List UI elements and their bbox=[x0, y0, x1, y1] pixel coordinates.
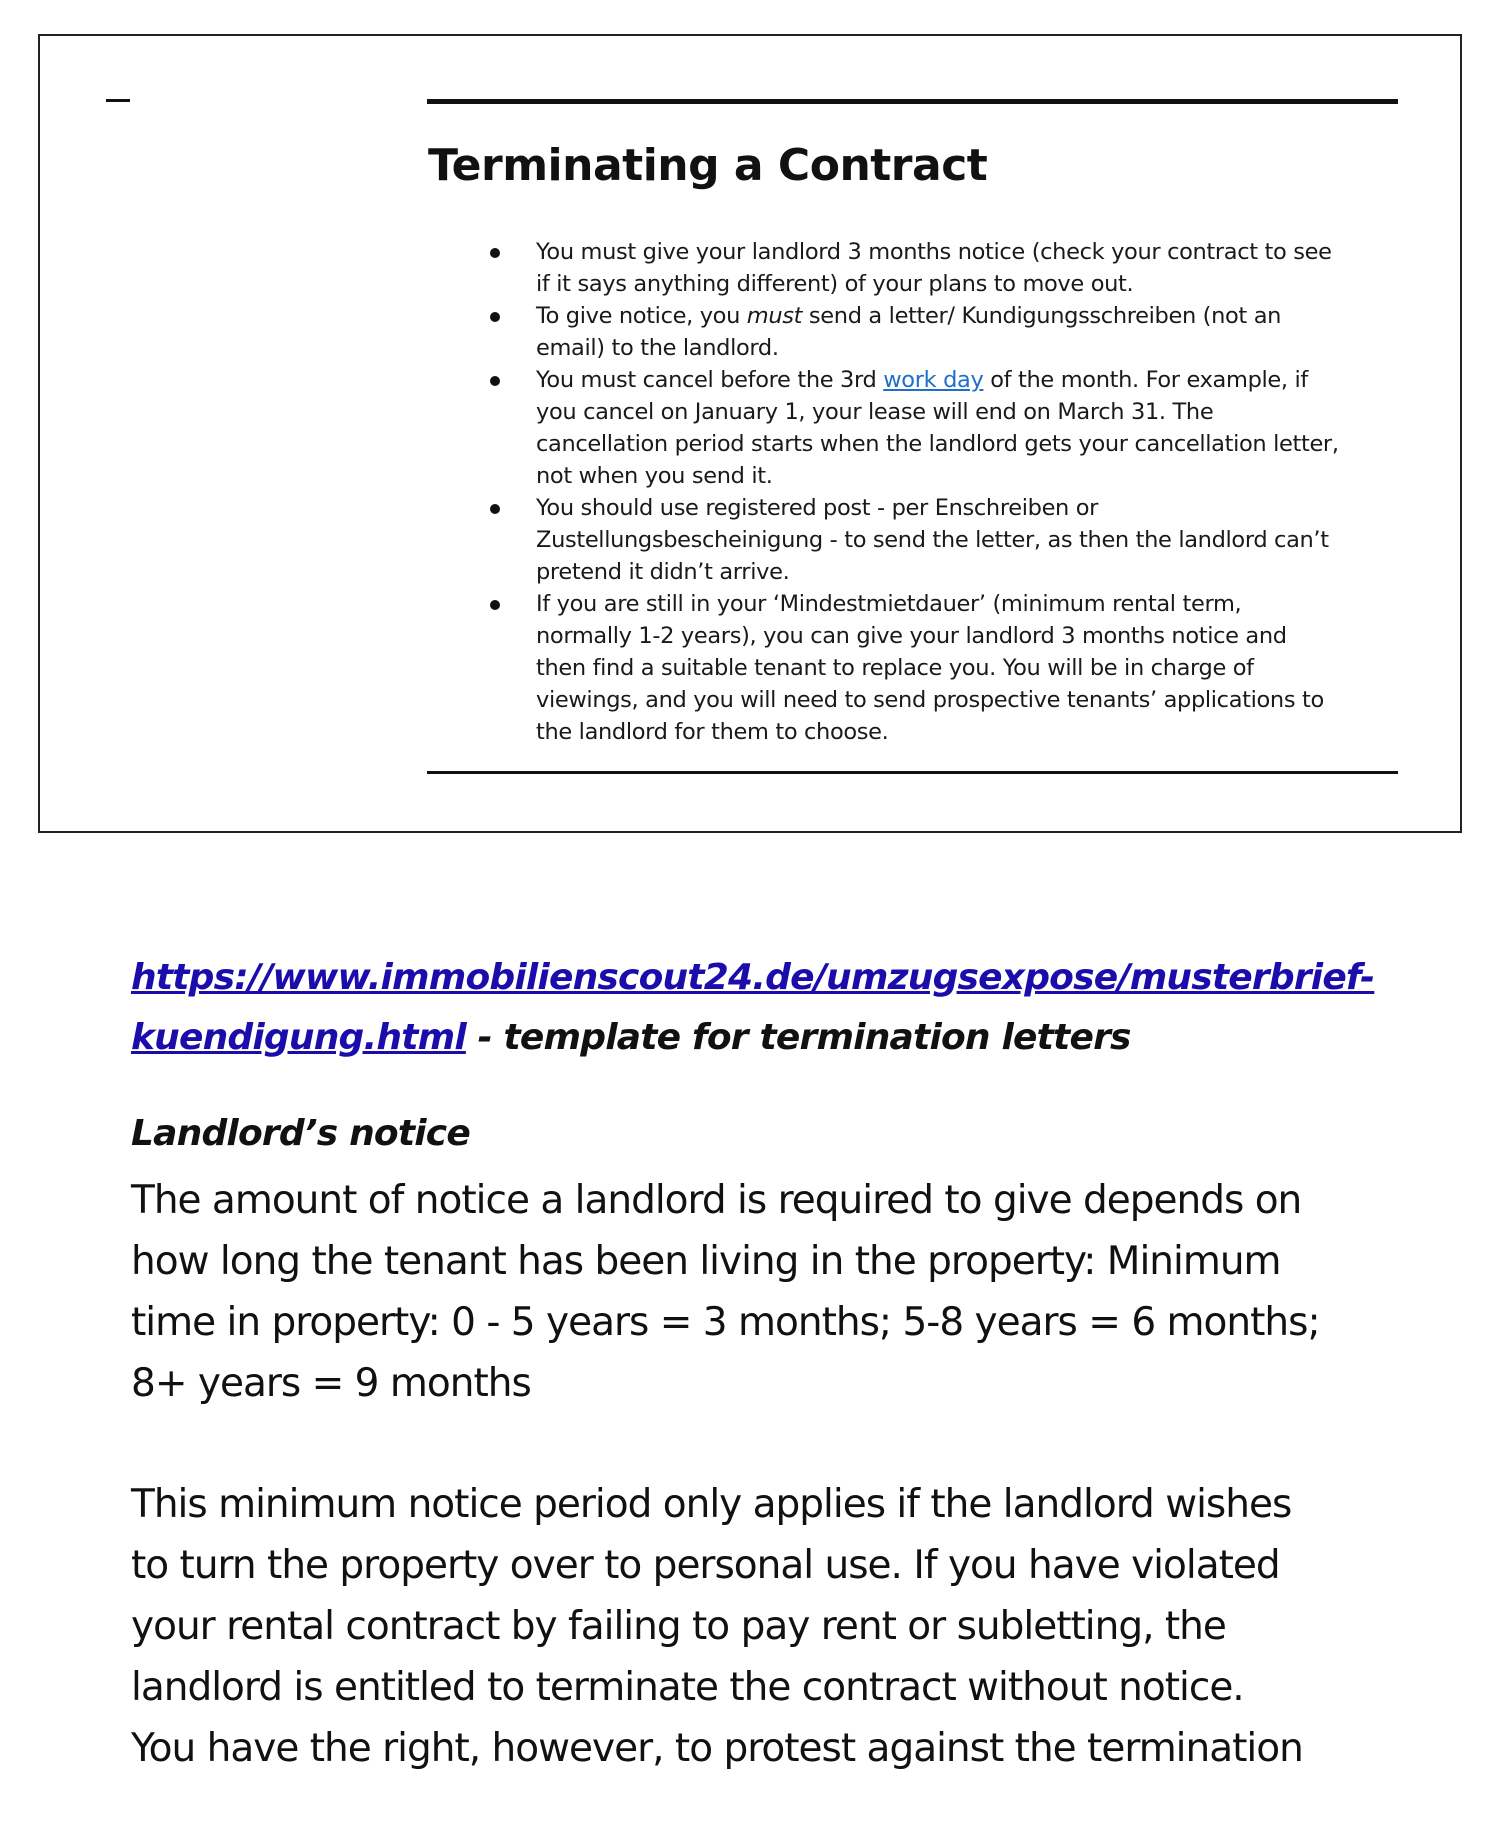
slide-dash-mark bbox=[106, 99, 130, 102]
slide-bullet-1: You must give your landlord 3 months notice (check your contract to see if it says anything different) of your plans to move out. bbox=[460, 236, 1396, 300]
slide-bottom-rule bbox=[427, 771, 1398, 774]
bullet-dot-icon bbox=[490, 248, 500, 258]
bullet-dot-icon bbox=[490, 376, 500, 386]
landlords-notice-heading: Landlord’s notice bbox=[131, 1113, 470, 1154]
slide-bullet-2: To give notice, you must send a letter/ Kundigungsschreiben (not an email) to the landlord. bbox=[460, 300, 1396, 364]
bullet-dot-icon bbox=[490, 600, 500, 610]
minimum-notice-paragraph: This minimum notice period only applies if the landlord wishes to turn the property over to personal use. If you have violated your rental contract by failing to pay rent or subletting, the landlord is entitled to terminate the contract without notice. You have the right, however, to protest against the termination bbox=[131, 1482, 1303, 1771]
slide-bullet-5: If you are still in your ‘Mindestmietdauer’ (minimum rental term, normally 1-2 years), you can give your landlord 3 months notice and then find a suitable tenant to replace you. You will be in charge of viewings, and you will need to send prospective tenants’ applications to the landlord for them to choose. bbox=[460, 588, 1396, 748]
bullet-dot-icon bbox=[490, 312, 500, 322]
bullet-dot-icon bbox=[490, 504, 500, 514]
slide-title: Terminating a Contract bbox=[428, 140, 988, 191]
link-description: - template for termination letters bbox=[465, 1017, 1131, 1058]
slide-bullet-list bbox=[460, 236, 1396, 748]
immobilienscout-link-part2[interactable]: kuendigung.html bbox=[131, 1017, 466, 1058]
embedded-slide-image bbox=[38, 34, 1462, 833]
slide-bullet-4: You should use registered post - per Enschreiben or Zustellungsbescheinigung - to send the letter, as then the landlord can’t pretend it didn’t arrive. bbox=[460, 492, 1396, 588]
immobilienscout-link-part1[interactable]: https://www.immobilienscout24.de/umzugsexpose/musterbrief- bbox=[131, 957, 1375, 998]
work-day-link: work day bbox=[883, 367, 984, 393]
notice-period-paragraph: The amount of notice a landlord is required to give depends on how long the tenant has been living in the property: Minimum time in property: 0 - 5 years = 3 months; 5-8 years = 6 months; 8+ years = 9 months bbox=[131, 1178, 1320, 1406]
slide-bullet-3: You must cancel before the 3rd work day of the month. For example, if you cancel on January 1, your lease will end on March 31. The cancellation period starts when the landlord gets your cancellation letter, not when you send it. bbox=[460, 364, 1396, 492]
slide-top-rule bbox=[427, 99, 1398, 104]
emphasis-must: must bbox=[746, 303, 803, 329]
template-link-line bbox=[131, 948, 1381, 1068]
